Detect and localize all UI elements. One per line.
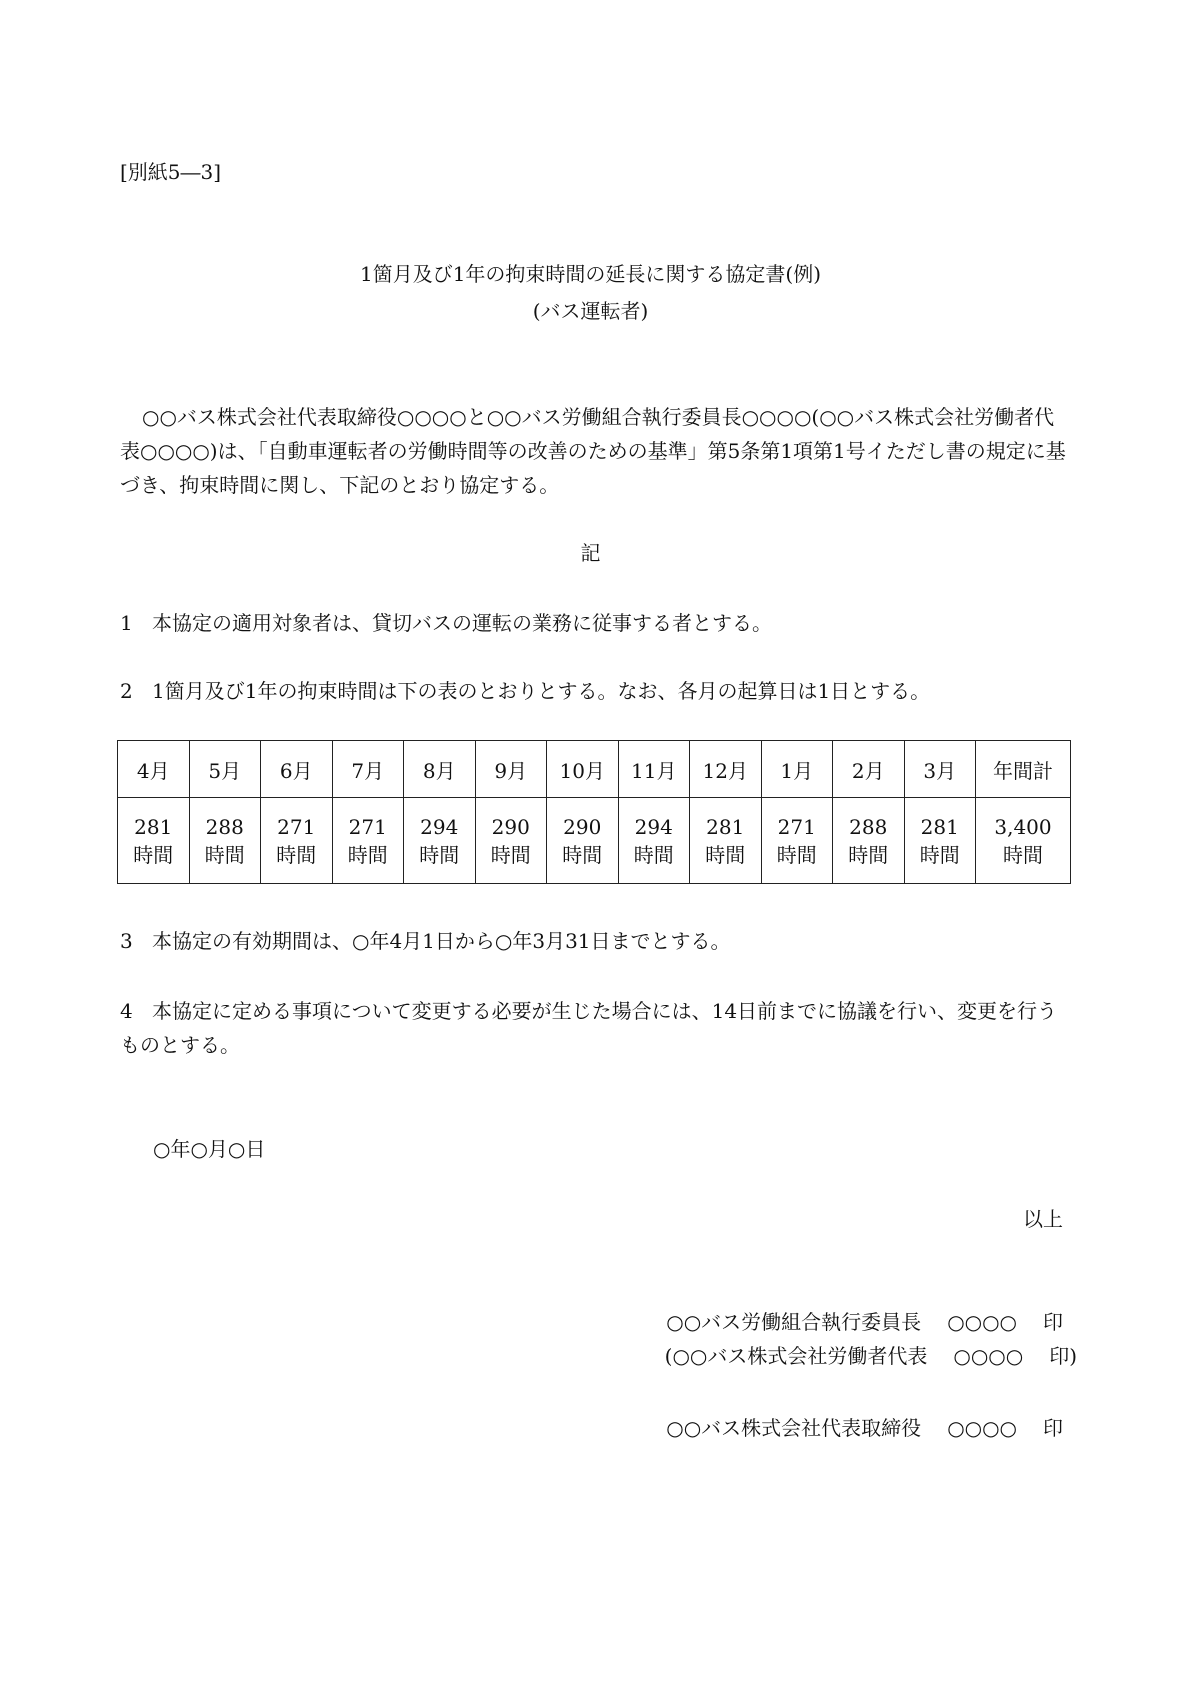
hours-unit: 時間 <box>848 842 889 867</box>
item-number: 4 <box>120 999 133 1023</box>
header-cell: 11月 <box>618 741 690 798</box>
item-number: 1 <box>120 611 133 635</box>
header-cell: 5月 <box>189 741 261 798</box>
value-cell <box>547 798 619 884</box>
value-cell <box>404 798 476 884</box>
rep-name: ○○○○ <box>953 1344 1024 1368</box>
item-number: 3 <box>120 929 133 953</box>
union-title: ○○バス労働組合執行委員長 <box>666 1310 922 1334</box>
union-name: ○○○○ <box>947 1310 1017 1334</box>
table-header-row <box>118 741 1071 798</box>
value-cell <box>261 798 333 884</box>
header-cell: 年間計 <box>976 741 1071 798</box>
value-cell <box>761 798 833 884</box>
hours-value: 294 <box>634 814 673 839</box>
rep-close-paren: ) <box>1069 1344 1077 1368</box>
value-cell <box>690 798 762 884</box>
company-name: ○○○○ <box>947 1416 1017 1440</box>
hours-value: 294 <box>420 814 459 839</box>
hours-unit: 時間 <box>919 842 960 867</box>
hours-value: 290 <box>563 814 602 839</box>
company-seal: 印 <box>1043 1416 1063 1440</box>
item-text: 1箇月及び1年の拘束時間は下の表のとおりとする。なお、各月の起算日は1日とする。 <box>152 679 931 703</box>
hours-unit: 時間 <box>490 842 531 867</box>
total-cell <box>976 798 1071 884</box>
union-signature <box>666 1306 1063 1335</box>
hours-unit: 時間 <box>133 842 174 867</box>
hours-unit: 時間 <box>705 842 746 867</box>
item-text: 本協定の適用対象者は、貸切バスの運転の業務に従事する者とする。 <box>152 611 772 635</box>
value-cell <box>189 798 261 884</box>
list-item <box>120 606 1070 640</box>
header-cell: 9月 <box>475 741 547 798</box>
intro-paragraph: ○○バス株式会社代表取締役○○○○と○○バス労働組合執行委員長○○○○(○○バス株式会社労働者代表○○○○)は、「自動車運転者の労働時間等の改善のための基準」第5条第1項第1号イただし書の規定に基づき、拘束時間に関し、下記のとおり協定する。 <box>120 405 1066 497</box>
hours-unit: 時間 <box>776 842 817 867</box>
list-item <box>120 674 1070 708</box>
header-cell: 10月 <box>547 741 619 798</box>
header-cell: 8月 <box>404 741 476 798</box>
value-cell <box>904 798 976 884</box>
hours-unit: 時間 <box>347 842 388 867</box>
header-cell: 3月 <box>904 741 976 798</box>
hours-total: 3,400 <box>994 814 1052 839</box>
value-cell <box>475 798 547 884</box>
hours-table <box>117 740 1071 884</box>
hours-unit: 時間 <box>1003 842 1043 867</box>
rep-signature <box>665 1340 1077 1369</box>
hours-unit: 時間 <box>419 842 460 867</box>
value-cell <box>833 798 905 884</box>
union-seal: 印 <box>1043 1310 1063 1334</box>
header-cell: 12月 <box>690 741 762 798</box>
hours-value: 281 <box>706 814 745 839</box>
hours-value: 288 <box>849 814 888 839</box>
closing-ijo: 以上 <box>1023 1207 1063 1231</box>
rep-open-paren: ( <box>664 1344 673 1368</box>
item-number: 2 <box>120 679 133 703</box>
hours-value: 271 <box>277 814 316 839</box>
company-signature <box>666 1412 1063 1441</box>
hours-value: 288 <box>205 814 244 839</box>
hours-unit: 時間 <box>276 842 317 867</box>
value-cell <box>118 798 190 884</box>
header-cell: 1月 <box>761 741 833 798</box>
hours-value: 290 <box>491 814 530 839</box>
company-title: ○○バス株式会社代表取締役 <box>666 1416 922 1440</box>
document-subtitle: (バス運転者) <box>532 299 649 323</box>
list-item <box>120 994 1070 1062</box>
hours-unit: 時間 <box>562 842 603 867</box>
item-text: 本協定の有効期間は、○年4月1日から○年3月31日までとする。 <box>152 929 731 953</box>
table-value-row <box>118 798 1071 884</box>
header-cell: 6月 <box>261 741 333 798</box>
value-cell <box>618 798 690 884</box>
rep-title: ○○バス株式会社労働者代表 <box>672 1344 928 1368</box>
rep-seal: 印 <box>1049 1344 1070 1368</box>
hours-value: 281 <box>134 814 173 839</box>
ki-heading: 記 <box>580 541 601 565</box>
attachment-label: [別紙5―3] <box>120 160 222 184</box>
hours-value: 271 <box>348 814 387 839</box>
hours-value: 281 <box>920 814 959 839</box>
hours-unit: 時間 <box>633 842 674 867</box>
header-cell: 4月 <box>118 741 190 798</box>
agreement-date: ○年○月○日 <box>153 1137 266 1161</box>
value-cell <box>332 798 404 884</box>
header-cell: 2月 <box>833 741 905 798</box>
hours-unit: 時間 <box>204 842 245 867</box>
item-text: 本協定に定める事項について変更する必要が生じた場合には、14日前までに協議を行い、変更を行うものとする。 <box>120 999 1058 1057</box>
header-cell: 7月 <box>332 741 404 798</box>
document-title: 1箇月及び1年の拘束時間の延長に関する協定書(例) <box>359 262 822 286</box>
list-item <box>120 924 1070 958</box>
hours-value: 271 <box>777 814 816 839</box>
